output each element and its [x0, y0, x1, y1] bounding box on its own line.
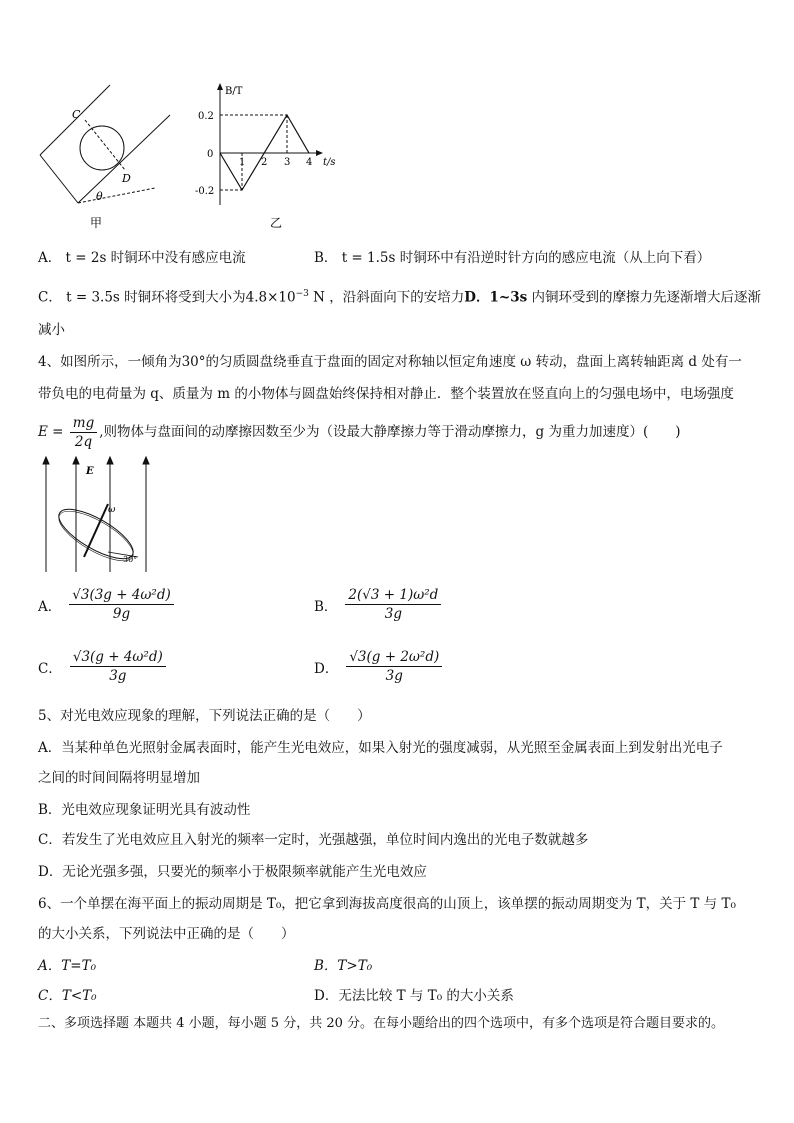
q4-stem-line1: 4、如图所示，一倾角为30°的匀质圆盘绕垂直于盘面的固定对称轴以恒定角速度 ω 转动，盘面上离转轴距离 d 处有一	[38, 354, 742, 370]
q6-stem-line2: 的大小关系，下列说法中正确的是（ ）	[38, 926, 295, 942]
q4-option-d: D． $\frac{\text{√3(g + 2ω²d)}}{3g}$	[314, 648, 444, 685]
q4-stem-line3: E = $\frac{mg}{2q}$ ,则物体与盘面间的动摩擦因数至少为（设最大静摩擦力等于滑动摩擦力，g 为重力加速度）( )	[38, 415, 681, 450]
figure-incline-ring	[30, 80, 180, 230]
fig-e-label: E	[86, 466, 94, 477]
q3-option-a: A． t = 2s 时铜环中没有感应电流	[38, 250, 246, 266]
label-d: D	[122, 172, 131, 185]
graph-xlabel: t/s	[323, 157, 336, 168]
fig-omega-label: ω	[108, 505, 116, 515]
q6-option-d: D．无法比较 T 与 T₀ 的大小关系	[314, 988, 514, 1004]
tick-x-4: 4	[306, 157, 313, 168]
tick-y-pos: 0.2	[198, 111, 214, 122]
tick-x-3: 3	[284, 157, 291, 168]
q5-option-c: C．若发生了光电效应且入射光的频率一定时，光强越强，单位时间内逸出的光电子数就越多	[38, 832, 589, 848]
fig-angle-label: 30°	[123, 555, 138, 564]
q5-option-a-line1: A．当某种单色光照射金属表面时，能产生光电效应，如果入射光的强度减弱，从光照至金属表面上到发射出光电子	[38, 740, 723, 756]
caption-jia: 甲	[90, 216, 103, 230]
q4-option-a: A． $\frac{\text{√3(3g + 4ω²d)}}{9g}$	[38, 586, 176, 623]
figure-b-t-graph	[195, 80, 345, 230]
label-c: C	[72, 108, 81, 121]
tick-x-2: 2	[261, 157, 268, 168]
tick-x-1: 1	[239, 157, 246, 168]
section-2-heading: 二、多项选择题 本题共 4 小题，每小题 5 分，共 20 分。在每小题给出的四个选项中，有多个选项是符合题目要求的。	[38, 1016, 725, 1031]
q3-option-d-label: D．1~3s	[464, 289, 528, 306]
label-theta: θ	[96, 190, 103, 203]
q4-stem-line2: 带负电的电荷量为 q、质量为 m 的小物体与圆盘始终保持相对静止．整个装置放在竖直向上的匀强电场中，电场强度	[38, 386, 734, 402]
q4-option-b: B． $\frac{\text{2(√3 + 1)ω²d}}{3g}$	[314, 586, 443, 623]
q3-option-d-cont: 减小	[38, 322, 65, 338]
q6-option-b: B．T>T₀	[314, 958, 373, 974]
q3-option-c: C． t = 3.5s 时铜环将受到大小为$4.8\times 10^{-3}$ N ，沿斜面向下的安培力D．1~3s 内铜环受到的摩擦力先逐渐增大后逐渐	[38, 289, 761, 306]
tick-y-zero: 0	[207, 149, 214, 160]
q4-option-c: C． $\frac{\text{√3(g + 4ω²d)}}{3g}$	[38, 648, 168, 685]
caption-yi: 乙	[270, 216, 283, 230]
q5-option-d: D．无论光强多强，只要光的频率小于极限频率就能产生光电效应	[38, 864, 427, 880]
tick-y-neg: -0.2	[195, 186, 215, 197]
q5-option-b: B．光电效应现象证明光具有波动性	[38, 802, 251, 818]
q6-option-a: A．T=T₀	[38, 958, 96, 974]
figure-tilted-disk	[38, 452, 158, 577]
q3-option-d: 内铜环受到的摩擦力先逐渐增大后逐渐	[527, 289, 761, 306]
q6-option-c: C．T<T₀	[38, 988, 97, 1004]
graph-ylabel: B/T	[225, 86, 243, 97]
q5-stem: 5、对光电效应现象的理解，下列说法正确的是（ ）	[38, 708, 371, 724]
q3-option-b: B． t = 1.5s 时铜环中有沿逆时针方向的感应电流（从上向下看）	[314, 250, 711, 266]
q5-option-a-line2: 之间的时间间隔将明显增加	[38, 770, 200, 786]
q6-stem-line1: 6、一个单摆在海平面上的振动周期是 T₀，把它拿到海拔高度很高的山顶上，该单摆的振动周期变为 T，关于 T 与 T₀	[38, 896, 736, 912]
